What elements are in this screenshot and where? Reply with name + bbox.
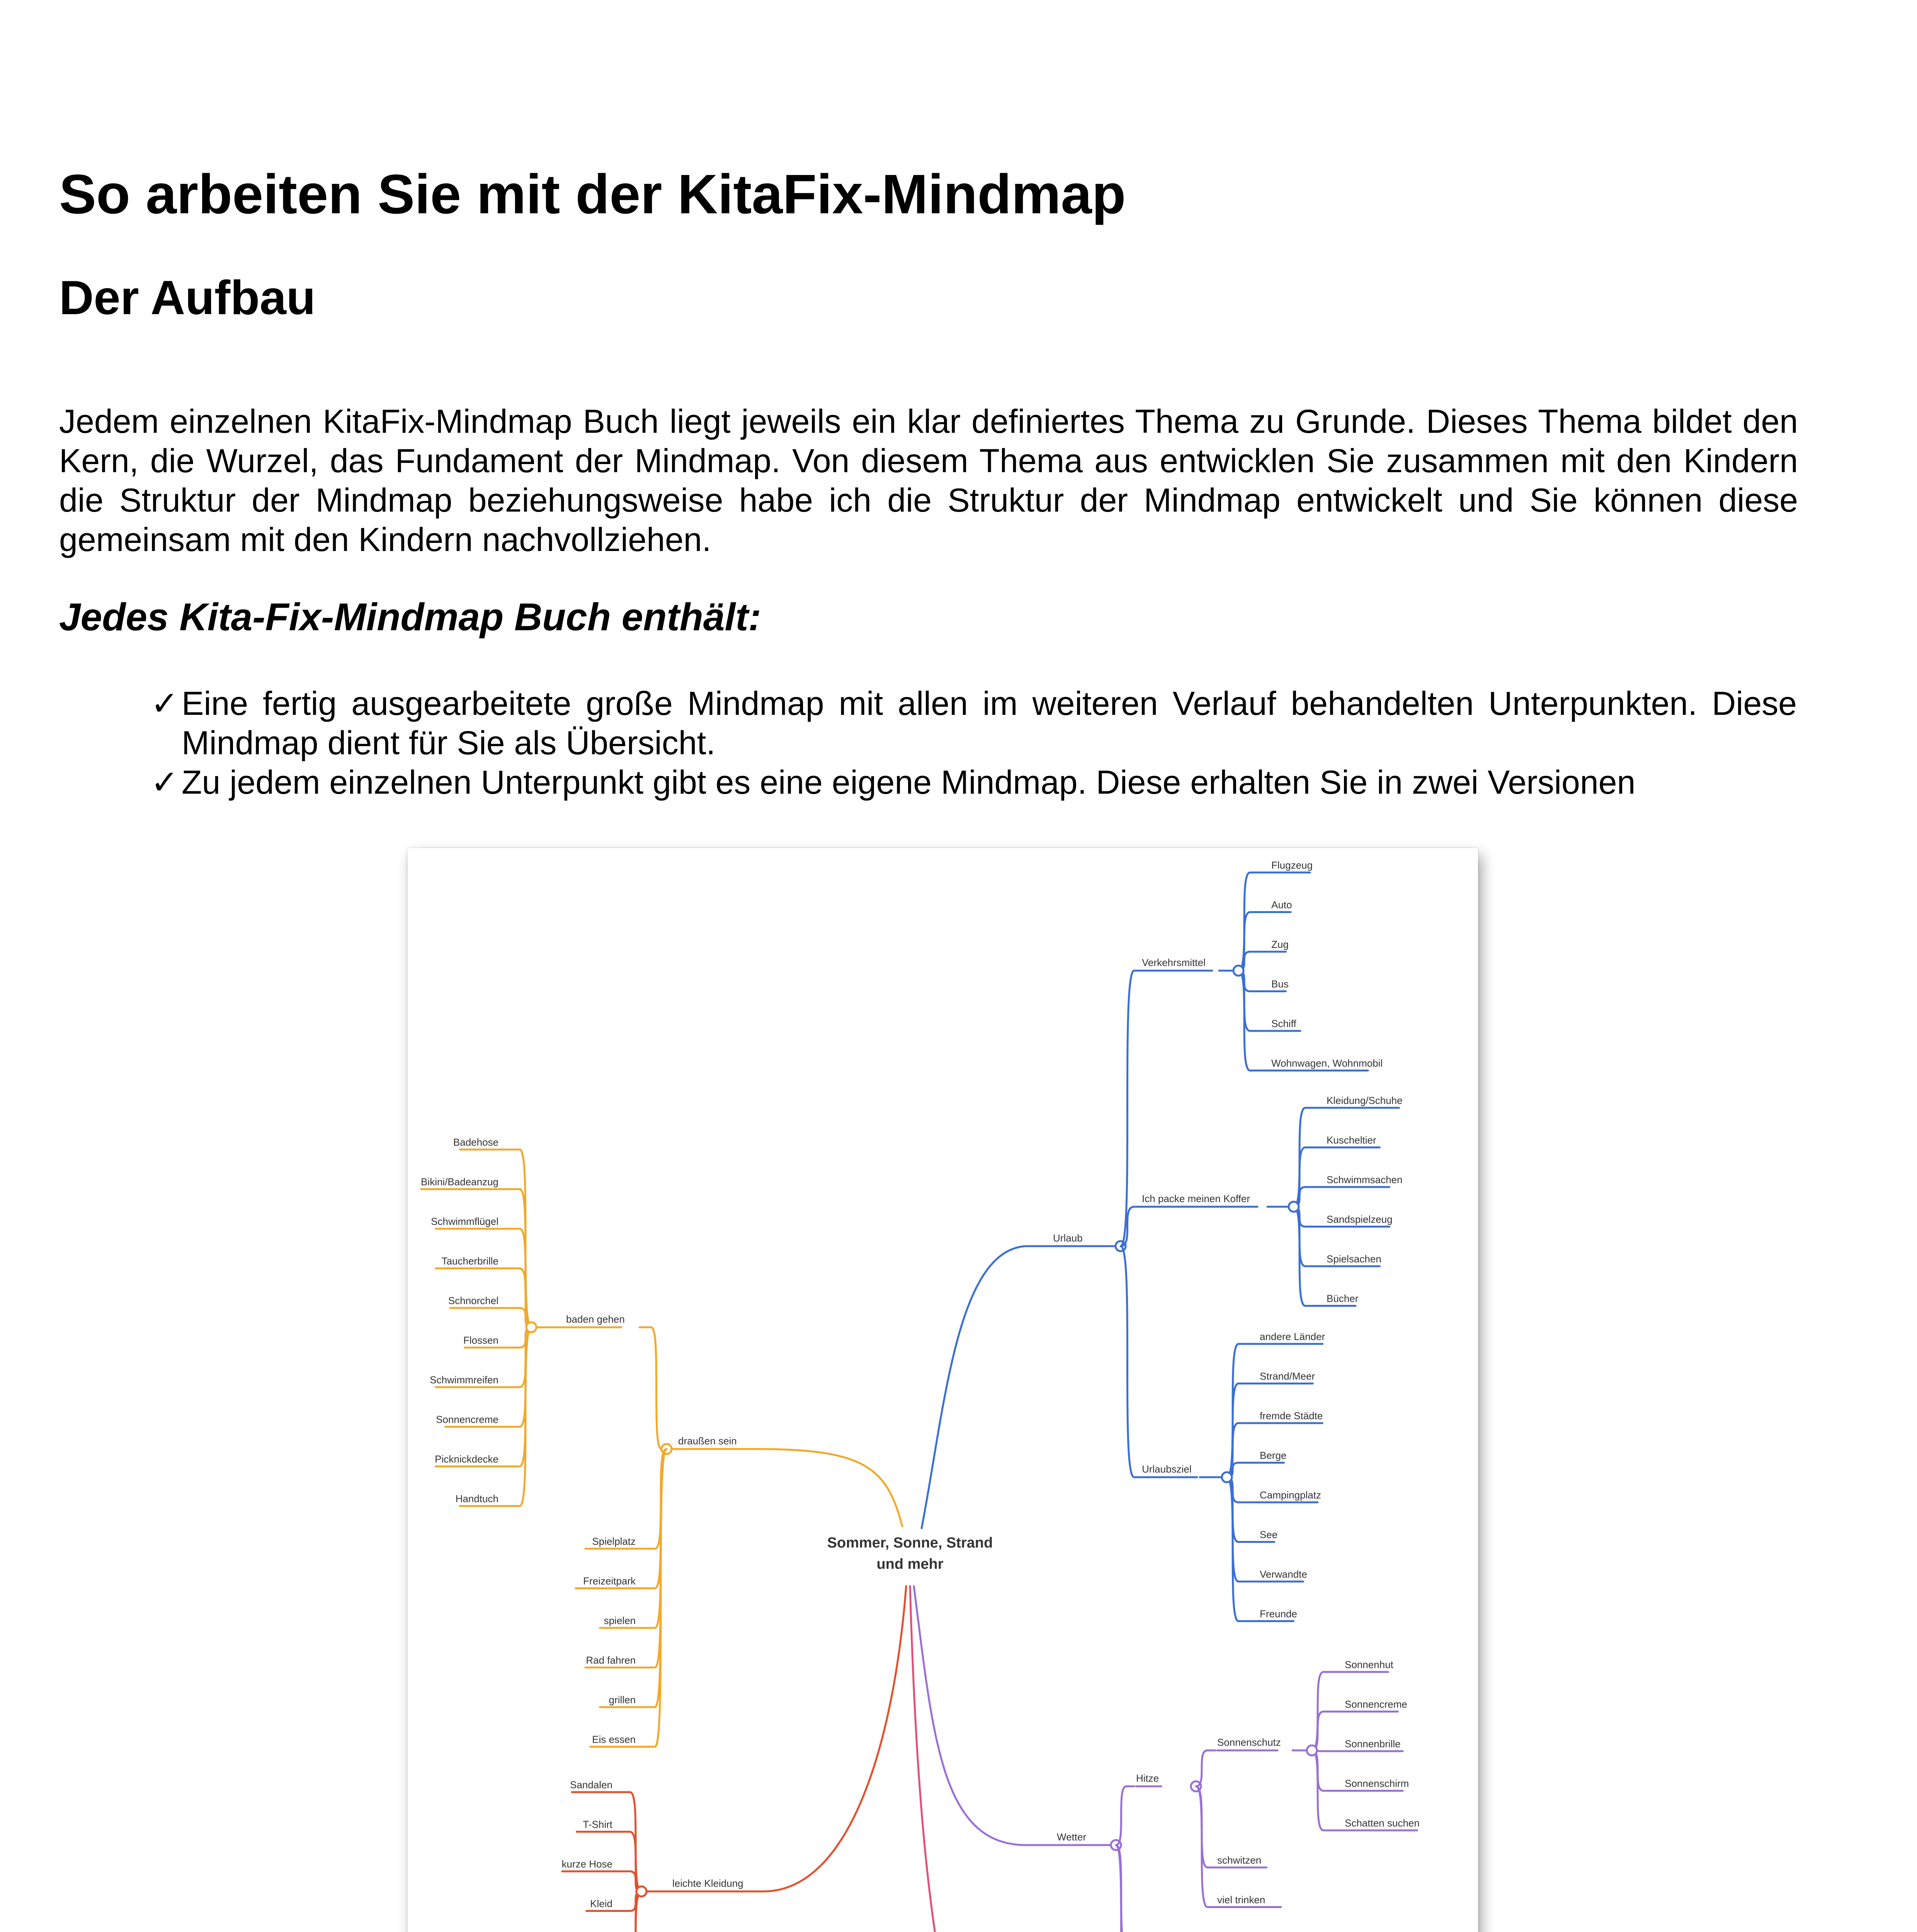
- koffer-leaf-label: Kleidung/Schuhe: [1327, 1095, 1403, 1106]
- koffer-link: [1294, 1207, 1319, 1306]
- contents-heading: Jedes Kita-Fix-Mindmap Buch enthält:: [59, 595, 761, 639]
- verkehrsmittel-leaf-label: Bus: [1271, 978, 1289, 990]
- page-title: So arbeiten Sie mit der KitaFix-Mindmap: [59, 163, 1126, 225]
- baden-label: baden gehen: [566, 1313, 625, 1325]
- urlaub-verkehrsmittel-link: [1121, 971, 1142, 1246]
- urlaubsziel-leaf-label: See: [1260, 1529, 1278, 1541]
- draussen-leaf-label: spielen: [604, 1615, 636, 1626]
- verkehrsmittel-leaf-label: Auto: [1271, 899, 1292, 911]
- baden-leaf-label: Schnorchel: [448, 1295, 498, 1306]
- sonnenschutz-leaf-label: Schatten suchen: [1345, 1817, 1420, 1829]
- hitze-item-link: [1196, 1786, 1215, 1867]
- list-item: [151, 684, 1797, 763]
- koffer-label: Ich packe meinen Koffer: [1142, 1193, 1250, 1204]
- draussen-leaf-label: Freizeitpark: [583, 1575, 636, 1587]
- urlaubsziel-label: Urlaubsziel: [1142, 1463, 1192, 1475]
- urlaubsziel-leaf-label: Freunde: [1260, 1608, 1297, 1620]
- sonnenschutz-label: Sonnenschutz: [1217, 1736, 1281, 1748]
- verkehrsmittel-leaf-label: Flugzeug: [1271, 859, 1313, 871]
- draussen-main-link: [667, 1449, 902, 1526]
- verkehrsmittel-leaf-label: Zug: [1271, 939, 1289, 950]
- draussen-leaf-label: Rad fahren: [586, 1654, 636, 1666]
- check-icon: ✓: [151, 685, 179, 722]
- contents-list: [151, 684, 1797, 802]
- kleidung-leaf-label: Kleid: [590, 1898, 612, 1910]
- baden-link: [506, 1327, 531, 1506]
- urlaubsziel-junction: [1222, 1472, 1232, 1482]
- intro-paragraph: Jedem einzelnen KitaFix-Mindmap Buch liegt jeweils ein klar definiertes Thema zu Grunde. Dieses Thema bildet den Kern, die Wurzel, das Fundament der Mindmap. Von diesem Thema aus entwicklen Sie zusammen mit den Kindern die Struktur der Mindmap beziehungsweise habe ich die Struktur der Mindmap entwickelt und Sie können diese gemeinsam mit den Kindern nachvollziehen.: [59, 403, 1798, 558]
- baden-leaf-label: Sonnencreme: [436, 1413, 498, 1425]
- center-topic-line1: Sommer, Sonne, Strand: [827, 1535, 993, 1551]
- draussen-branch-label: draußen sein: [678, 1435, 737, 1447]
- urlaub-main-link: [922, 1246, 1116, 1528]
- baden-link: [640, 1327, 662, 1449]
- koffer-leaf-label: Sandspielzeug: [1327, 1213, 1393, 1225]
- list-item-text: Zu jedem einzelnen Unterpunkt gibt es eine eigene Mindmap. Diese erhalten Sie in zwei Versionen: [182, 764, 1636, 801]
- urlaubsziel-link: [1227, 1344, 1252, 1477]
- verkehrsmittel-link: [1238, 872, 1264, 971]
- baden-leaf-label: Taucherbrille: [441, 1255, 498, 1267]
- baden-leaf-label: Handtuch: [455, 1493, 498, 1505]
- kleidung-main-link: [646, 1586, 906, 1891]
- mindmap-figure: [408, 848, 1478, 1932]
- sonnenschutz-junction: [1307, 1745, 1317, 1755]
- wetter-main-link: [914, 1586, 1111, 1845]
- kleidung-branch-label: leichte Kleidung: [672, 1878, 743, 1889]
- draussen-leaf-label: Eis essen: [592, 1733, 636, 1745]
- kleidung-leaf-label: Sandalen: [570, 1779, 612, 1791]
- sonnenschutz-leaf-label: Sonnenbrille: [1345, 1738, 1401, 1750]
- sonnenschutz-leaf-label: Sonnencreme: [1345, 1698, 1407, 1710]
- wetter-branch-label: Wetter: [1057, 1831, 1087, 1843]
- verkehrsmittel-leaf-label: Schiff: [1271, 1018, 1296, 1029]
- kleidung-leaf-label: kurze Hose: [561, 1858, 612, 1870]
- urlaubsziel-leaf-label: Strand/Meer: [1260, 1370, 1315, 1382]
- urlaubsziel-leaf-label: Verwandte: [1260, 1568, 1307, 1580]
- koffer-junction: [1289, 1202, 1299, 1212]
- koffer-leaf-label: Schwimmsachen: [1327, 1174, 1403, 1185]
- draussen-leaf-label: grillen: [609, 1694, 636, 1706]
- check-icon: ✓: [151, 764, 179, 801]
- list-item: [151, 763, 1797, 802]
- baden-leaf-label: Badehose: [453, 1136, 498, 1148]
- verkehrsmittel-label: Verkehrsmittel: [1142, 957, 1206, 968]
- urlaub-branch-label: Urlaub: [1053, 1232, 1083, 1244]
- kleidung-junction: [636, 1886, 646, 1896]
- hitze-leaf-label: viel trinken: [1217, 1894, 1266, 1906]
- verkehrsmittel-link: [1238, 971, 1264, 1071]
- verkehrsmittel-junction: [1233, 966, 1243, 976]
- baden-leaf-label: Bikini/Badeanzug: [421, 1176, 498, 1188]
- wetter-item-link: [1116, 1845, 1134, 1932]
- kleidung-link: [618, 1792, 641, 1891]
- urlaubsziel-link: [1227, 1477, 1252, 1621]
- center-topic-line2: und mehr: [876, 1556, 944, 1572]
- hitze-item-link: [1196, 1786, 1215, 1907]
- hitze-link: [1116, 1786, 1134, 1845]
- hitze-label: Hitze: [1136, 1772, 1159, 1784]
- hitze-leaf-label: schwitzen: [1217, 1854, 1262, 1866]
- verkehrsmittel-leaf-label: Wohnwagen, Wohnmobil: [1271, 1057, 1383, 1069]
- kleidung-leaf-label: T-Shirt: [583, 1818, 612, 1830]
- urlaub-urlaubsziel-link: [1121, 1246, 1142, 1477]
- urlaubsziel-leaf-label: andere Länder: [1260, 1331, 1325, 1342]
- urlaubsziel-leaf-label: Berge: [1260, 1449, 1287, 1461]
- koffer-leaf-label: Kuscheltier: [1327, 1134, 1376, 1146]
- baden-leaf-label: Schwimmflügel: [431, 1216, 498, 1227]
- baden-junction: [526, 1322, 536, 1332]
- mindmap-diagram: [408, 848, 1478, 1932]
- essen-main-link: [910, 1586, 1101, 1932]
- draussen-link: [641, 1449, 667, 1747]
- urlaubsziel-leaf-label: Campingplatz: [1260, 1489, 1321, 1501]
- koffer-leaf-label: Bücher: [1327, 1293, 1359, 1304]
- urlaubsziel-leaf-label: fremde Städte: [1260, 1410, 1323, 1422]
- sonnenschutz-link: [1196, 1750, 1215, 1786]
- draussen-leaf-label: Spielplatz: [592, 1536, 636, 1547]
- sonnenschutz-leaf-label: Sonnenschirm: [1345, 1777, 1409, 1789]
- baden-link: [506, 1150, 531, 1327]
- baden-leaf-label: Schwimmreifen: [430, 1374, 498, 1386]
- baden-leaf-label: Picknickdecke: [435, 1453, 498, 1465]
- baden-leaf-label: Flossen: [463, 1334, 498, 1346]
- koffer-link: [1294, 1108, 1319, 1207]
- section-heading: Der Aufbau: [59, 271, 316, 325]
- sonnenschutz-leaf-label: Sonnenhut: [1345, 1659, 1393, 1670]
- list-item-text: Eine fertig ausgearbeitete große Mindmap mit allen im weiteren Verlauf behandelten Unterpunkten. Diese Mindmap dient für Sie als Übersicht.: [182, 685, 1797, 762]
- koffer-leaf-label: Spielsachen: [1327, 1253, 1381, 1265]
